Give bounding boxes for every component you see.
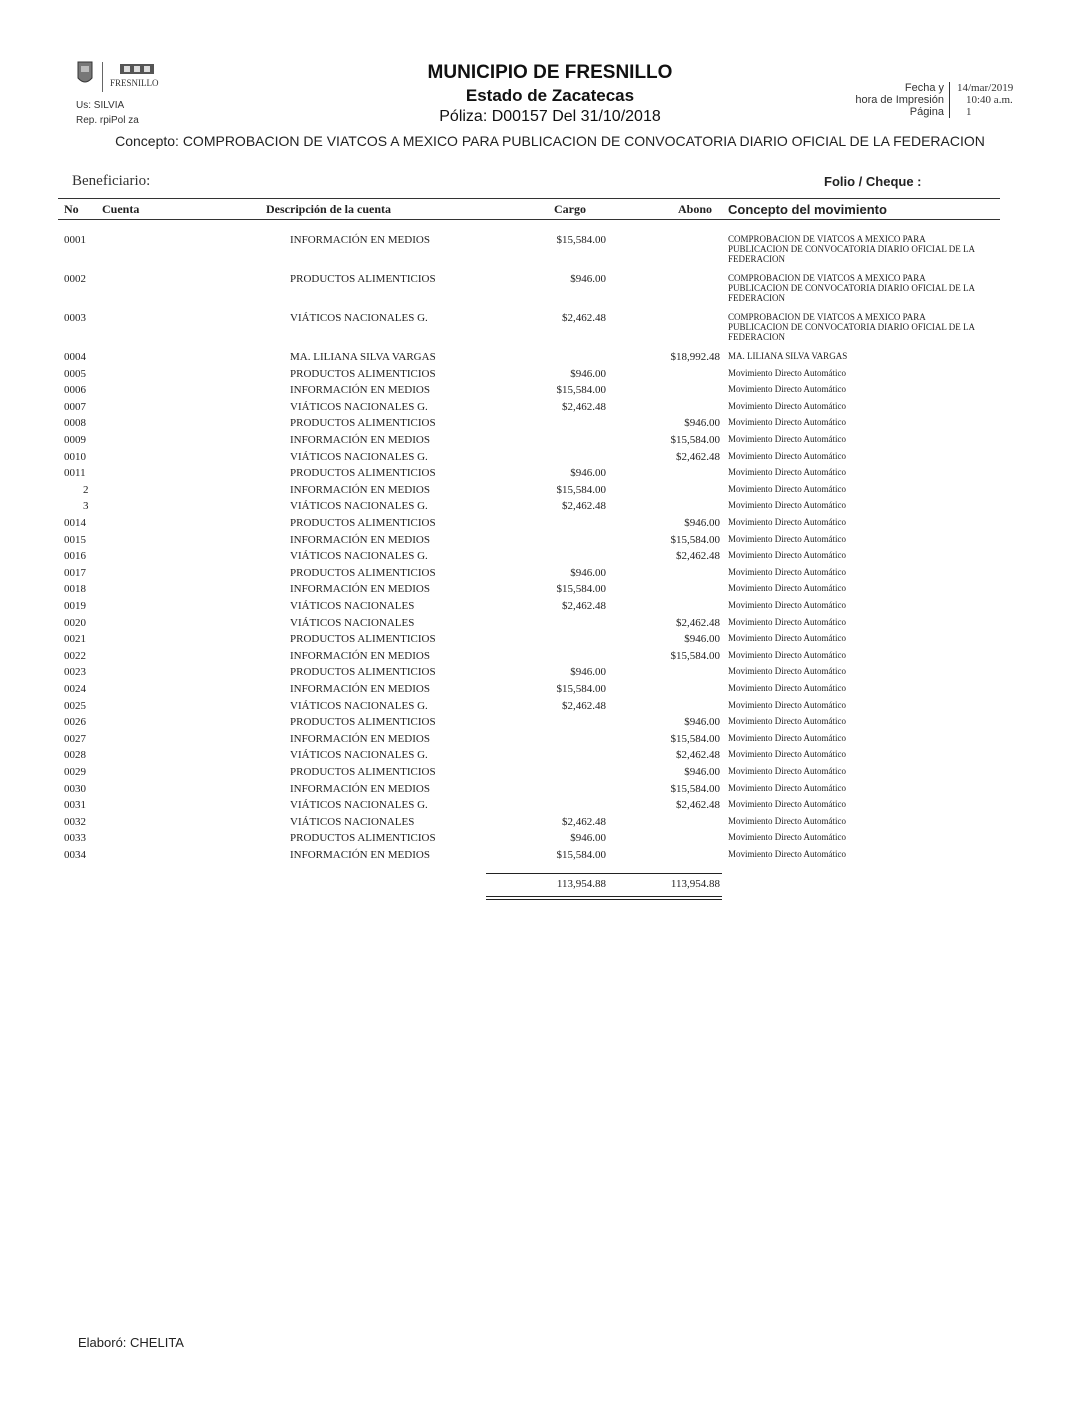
beneficiario-label: Beneficiario:	[72, 173, 151, 189]
table-row	[0, 700, 1089, 716]
row-concepto: Movimiento Directo Automático	[728, 832, 846, 843]
meta-divider	[949, 82, 950, 118]
row-cargo: $2,462.48	[562, 312, 606, 324]
table-row	[0, 766, 1089, 782]
row-cargo: $946.00	[570, 832, 606, 845]
row-concepto: Movimiento Directo Automático	[728, 849, 846, 859]
row-concepto: MA. LILIANA SILVA VARGAS	[728, 351, 848, 361]
row-no: 0020	[64, 616, 86, 629]
table-row	[0, 567, 1089, 583]
row-no: 0031	[64, 799, 86, 812]
row-cargo: $15,584.00	[556, 483, 606, 496]
logo-wordmark: FRESNILLO	[110, 78, 159, 88]
row-cargo: $15,584.00	[556, 583, 606, 596]
row-descripcion: INFORMACIÓN EN MEDIOS	[290, 533, 430, 546]
table-row	[0, 312, 1089, 342]
row-descripcion: INFORMACIÓN EN MEDIOS	[290, 483, 430, 496]
row-no: 0024	[64, 683, 86, 695]
row-descripcion: PRODUCTOS ALIMENTICIOS	[290, 716, 436, 729]
pagina-value: 1	[966, 106, 972, 118]
row-descripcion: VIÁTICOS NACIONALES G.	[290, 450, 428, 463]
row-descripcion: VIÁTICOS NACIONALES G.	[290, 749, 428, 762]
table-row	[0, 517, 1089, 533]
row-cargo: $15,584.00	[556, 384, 606, 397]
row-no: 0021	[64, 633, 86, 646]
row-abono: $946.00	[684, 517, 720, 529]
row-no: 0019	[64, 600, 86, 612]
row-abono: $946.00	[684, 766, 720, 778]
row-no: 0029	[64, 766, 86, 778]
row-descripcion: VIÁTICOS NACIONALES G.	[290, 500, 428, 513]
row-abono: $15,584.00	[670, 533, 720, 546]
municipio-logo	[72, 58, 172, 98]
row-concepto: Movimiento Directo Automático	[728, 716, 846, 727]
table-row	[0, 583, 1089, 599]
row-concepto: Movimiento Directo Automático	[728, 450, 846, 461]
row-cargo: $15,584.00	[556, 683, 606, 695]
row-concepto: Movimiento Directo Automático	[728, 799, 846, 810]
row-descripcion: INFORMACIÓN EN MEDIOS	[290, 849, 430, 861]
row-no: 0030	[64, 782, 86, 795]
table-row	[0, 534, 1089, 550]
row-cargo: $2,462.48	[562, 400, 606, 413]
row-no: 2	[83, 483, 89, 496]
row-abono: $2,462.48	[676, 550, 720, 563]
row-no: 0006	[64, 384, 86, 397]
total-abono: 113,954.88	[670, 878, 720, 890]
row-no: 0023	[64, 666, 86, 679]
row-abono: $2,462.48	[676, 799, 720, 812]
col-cargo: Cargo	[554, 202, 586, 216]
table-row	[0, 401, 1089, 417]
table-row	[0, 384, 1089, 400]
row-no: 0008	[64, 417, 86, 430]
row-descripcion: VIÁTICOS NACIONALES G.	[290, 799, 428, 812]
row-descripcion: INFORMACIÓN EN MEDIOS	[290, 234, 430, 246]
row-no: 0017	[64, 566, 86, 579]
row-no: 0034	[64, 849, 86, 861]
row-abono: $2,462.48	[676, 749, 720, 762]
table-row	[0, 849, 1089, 865]
row-cargo: $946.00	[570, 367, 606, 380]
table-row	[0, 467, 1089, 483]
row-abono: $18,992.48	[670, 351, 720, 363]
totals-rule-double-1	[486, 896, 722, 897]
row-descripcion: INFORMACIÓN EN MEDIOS	[290, 782, 430, 795]
col-abono: Abono	[678, 202, 713, 216]
row-descripcion: PRODUCTOS ALIMENTICIOS	[290, 633, 436, 646]
row-abono: $15,584.00	[670, 434, 720, 446]
header-rule-bottom	[58, 219, 1000, 220]
row-descripcion: INFORMACIÓN EN MEDIOS	[290, 583, 430, 596]
row-abono: $946.00	[684, 633, 720, 646]
row-no: 0010	[64, 450, 86, 463]
row-descripcion: VIÁTICOS NACIONALES	[290, 616, 415, 629]
row-descripcion: VIÁTICOS NACIONALES G.	[290, 550, 428, 563]
table-row	[0, 434, 1089, 450]
row-concepto: Movimiento Directo Automático	[728, 517, 846, 527]
row-concepto: COMPROBACION DE VIATCOS A MEXICO PARA PUBLICACION DE CONVOCATORIA DIARIO OFICIAL DE LA FEDERACION	[728, 273, 975, 303]
row-concepto: Movimiento Directo Automático	[728, 550, 846, 561]
row-descripcion: VIÁTICOS NACIONALES G.	[290, 400, 428, 413]
table-row	[0, 500, 1089, 516]
row-descripcion: VIÁTICOS NACIONALES	[290, 815, 415, 828]
row-descripcion: MA. LILIANA SILVA VARGAS	[290, 351, 436, 363]
poliza-line: Póliza: D00157 Del 31/10/2018	[439, 108, 661, 125]
row-concepto: Movimiento Directo Automático	[728, 566, 846, 577]
row-no: 0005	[64, 367, 86, 380]
row-concepto: Movimiento Directo Automático	[728, 583, 846, 594]
row-concepto: Movimiento Directo Automático	[728, 766, 846, 776]
row-concepto: Movimiento Directo Automático	[728, 434, 846, 444]
row-concepto: Movimiento Directo Automático	[728, 400, 846, 411]
row-concepto: Movimiento Directo Automático	[728, 600, 846, 610]
page-title: MUNICIPIO DE FRESNILLO	[427, 62, 673, 83]
row-cargo: $2,462.48	[562, 500, 606, 513]
row-no: 0025	[64, 699, 86, 712]
table-row	[0, 417, 1089, 433]
table-row	[0, 273, 1089, 303]
row-no: 0009	[64, 434, 86, 446]
table-row	[0, 650, 1089, 666]
table-row	[0, 550, 1089, 566]
row-abono: $946.00	[684, 716, 720, 729]
row-concepto: Movimiento Directo Automático	[728, 483, 846, 494]
row-cargo: $946.00	[570, 666, 606, 679]
row-no: 0022	[64, 649, 86, 662]
table-row	[0, 666, 1089, 682]
totals-rule-double-2	[486, 899, 722, 900]
pagina-label: Página	[909, 106, 944, 118]
row-descripcion: PRODUCTOS ALIMENTICIOS	[290, 766, 436, 778]
row-abono: $2,462.48	[676, 616, 720, 629]
row-cargo: $15,584.00	[556, 234, 606, 246]
row-concepto: Movimiento Directo Automático	[728, 616, 846, 627]
row-cargo: $2,462.48	[562, 600, 606, 612]
col-cuenta: Cuenta	[102, 202, 140, 216]
row-no: 0028	[64, 749, 86, 762]
table-row	[0, 600, 1089, 616]
row-concepto: Movimiento Directo Automático	[728, 500, 846, 511]
report-name: Rep. rpiPol za	[76, 115, 139, 126]
row-concepto: Movimiento Directo Automático	[728, 732, 846, 743]
table-row	[0, 832, 1089, 848]
table-row	[0, 749, 1089, 765]
row-abono: $15,584.00	[670, 732, 720, 745]
row-no: 0032	[64, 815, 86, 828]
row-cargo: $2,462.48	[562, 815, 606, 828]
table-row	[0, 783, 1089, 799]
elaboro: Elaboró: CHELITA	[78, 1335, 184, 1350]
folio-label: Folio / Cheque :	[824, 174, 922, 189]
row-concepto: Movimiento Directo Automático	[728, 384, 846, 395]
row-no: 0027	[64, 732, 86, 745]
row-no: 0011	[64, 467, 86, 480]
row-no: 0033	[64, 832, 86, 845]
row-cargo: $946.00	[570, 566, 606, 579]
table-row	[0, 368, 1089, 384]
row-no: 0002	[64, 273, 86, 285]
row-concepto: Movimiento Directo Automático	[728, 533, 846, 544]
row-descripcion: PRODUCTOS ALIMENTICIOS	[290, 367, 436, 380]
hora-value: 10:40 a.m.	[966, 94, 1013, 106]
row-descripcion: INFORMACIÓN EN MEDIOS	[290, 434, 430, 446]
hora-label: hora de Impresión	[855, 94, 944, 106]
row-concepto: COMPROBACION DE VIATCOS A MEXICO PARA PUBLICACION DE CONVOCATORIA DIARIO OFICIAL DE LA FEDERACION	[728, 234, 975, 264]
table-row	[0, 451, 1089, 467]
table-row	[0, 733, 1089, 749]
row-no: 0014	[64, 517, 86, 529]
row-abono: $2,462.48	[676, 450, 720, 463]
table-row	[0, 633, 1089, 649]
table-row	[0, 683, 1089, 699]
table-row	[0, 799, 1089, 815]
row-descripcion: INFORMACIÓN EN MEDIOS	[290, 683, 430, 695]
row-descripcion: VIÁTICOS NACIONALES G.	[290, 312, 428, 324]
table-row	[0, 617, 1089, 633]
col-descripcion: Descripción de la cuenta	[266, 202, 391, 216]
row-no: 0026	[64, 716, 86, 729]
row-descripcion: PRODUCTOS ALIMENTICIOS	[290, 566, 436, 579]
row-concepto: Movimiento Directo Automático	[728, 649, 846, 660]
fecha-label: Fecha y	[904, 82, 944, 94]
row-abono: $15,584.00	[670, 649, 720, 662]
row-concepto: Movimiento Directo Automático	[728, 699, 846, 710]
user-name: Us: SILVIA	[76, 100, 125, 111]
row-cargo: $2,462.48	[562, 699, 606, 712]
row-descripcion: INFORMACIÓN EN MEDIOS	[290, 732, 430, 745]
row-concepto: Movimiento Directo Automático	[728, 666, 846, 677]
row-no: 0018	[64, 583, 86, 596]
row-no: 0015	[64, 533, 86, 546]
row-descripcion: PRODUCTOS ALIMENTICIOS	[290, 666, 436, 679]
row-concepto: Movimiento Directo Automático	[728, 782, 846, 793]
col-no: No	[64, 202, 79, 216]
row-descripcion: PRODUCTOS ALIMENTICIOS	[290, 467, 436, 480]
row-descripcion: INFORMACIÓN EN MEDIOS	[290, 384, 430, 397]
table-row	[0, 234, 1089, 264]
table-row	[0, 816, 1089, 832]
row-cargo: $15,584.00	[556, 849, 606, 861]
row-concepto: Movimiento Directo Automático	[728, 417, 846, 428]
total-cargo: 113,954.88	[556, 878, 606, 890]
row-descripcion: VIÁTICOS NACIONALES	[290, 600, 415, 612]
row-no: 0003	[64, 312, 86, 324]
row-concepto: Movimiento Directo Automático	[728, 467, 846, 478]
page-subtitle: Estado de Zacatecas	[465, 86, 635, 105]
header-rule-top	[58, 198, 1000, 199]
row-cargo: $946.00	[570, 467, 606, 480]
col-concepto: Concepto del movimiento	[728, 202, 887, 217]
row-abono: $15,584.00	[670, 782, 720, 795]
row-no: 0007	[64, 400, 86, 413]
fecha-value: 14/mar/2019	[957, 82, 1014, 94]
table-row	[0, 716, 1089, 732]
row-descripcion: PRODUCTOS ALIMENTICIOS	[290, 417, 436, 430]
row-concepto: COMPROBACION DE VIATCOS A MEXICO PARA PUBLICACION DE CONVOCATORIA DIARIO OFICIAL DE LA FEDERACION	[728, 312, 975, 342]
row-concepto: Movimiento Directo Automático	[728, 683, 846, 693]
row-descripcion: PRODUCTOS ALIMENTICIOS	[290, 832, 436, 845]
row-concepto: Movimiento Directo Automático	[728, 749, 846, 760]
row-no: 0001	[64, 234, 86, 246]
row-abono: $946.00	[684, 417, 720, 430]
row-concepto: Movimiento Directo Automático	[728, 633, 846, 644]
concepto-text: Concepto: COMPROBACION DE VIATCOS A MEXICO PARA PUBLICACION DE CONVOCATORIA DIARIO OFICIAL DE LA FEDERACION	[115, 133, 985, 149]
row-descripcion: VIÁTICOS NACIONALES G.	[290, 699, 428, 712]
totals-rule-top	[486, 873, 722, 874]
row-no: 0016	[64, 550, 86, 563]
row-concepto: Movimiento Directo Automático	[728, 367, 846, 378]
row-concepto: Movimiento Directo Automático	[728, 815, 846, 826]
row-descripcion: PRODUCTOS ALIMENTICIOS	[290, 273, 436, 285]
table-row	[0, 351, 1089, 367]
row-no: 0004	[64, 351, 86, 363]
row-no: 3	[83, 500, 89, 513]
row-descripcion: PRODUCTOS ALIMENTICIOS	[290, 517, 436, 529]
table-row	[0, 484, 1089, 500]
row-cargo: $946.00	[570, 273, 606, 285]
row-descripcion: INFORMACIÓN EN MEDIOS	[290, 649, 430, 662]
